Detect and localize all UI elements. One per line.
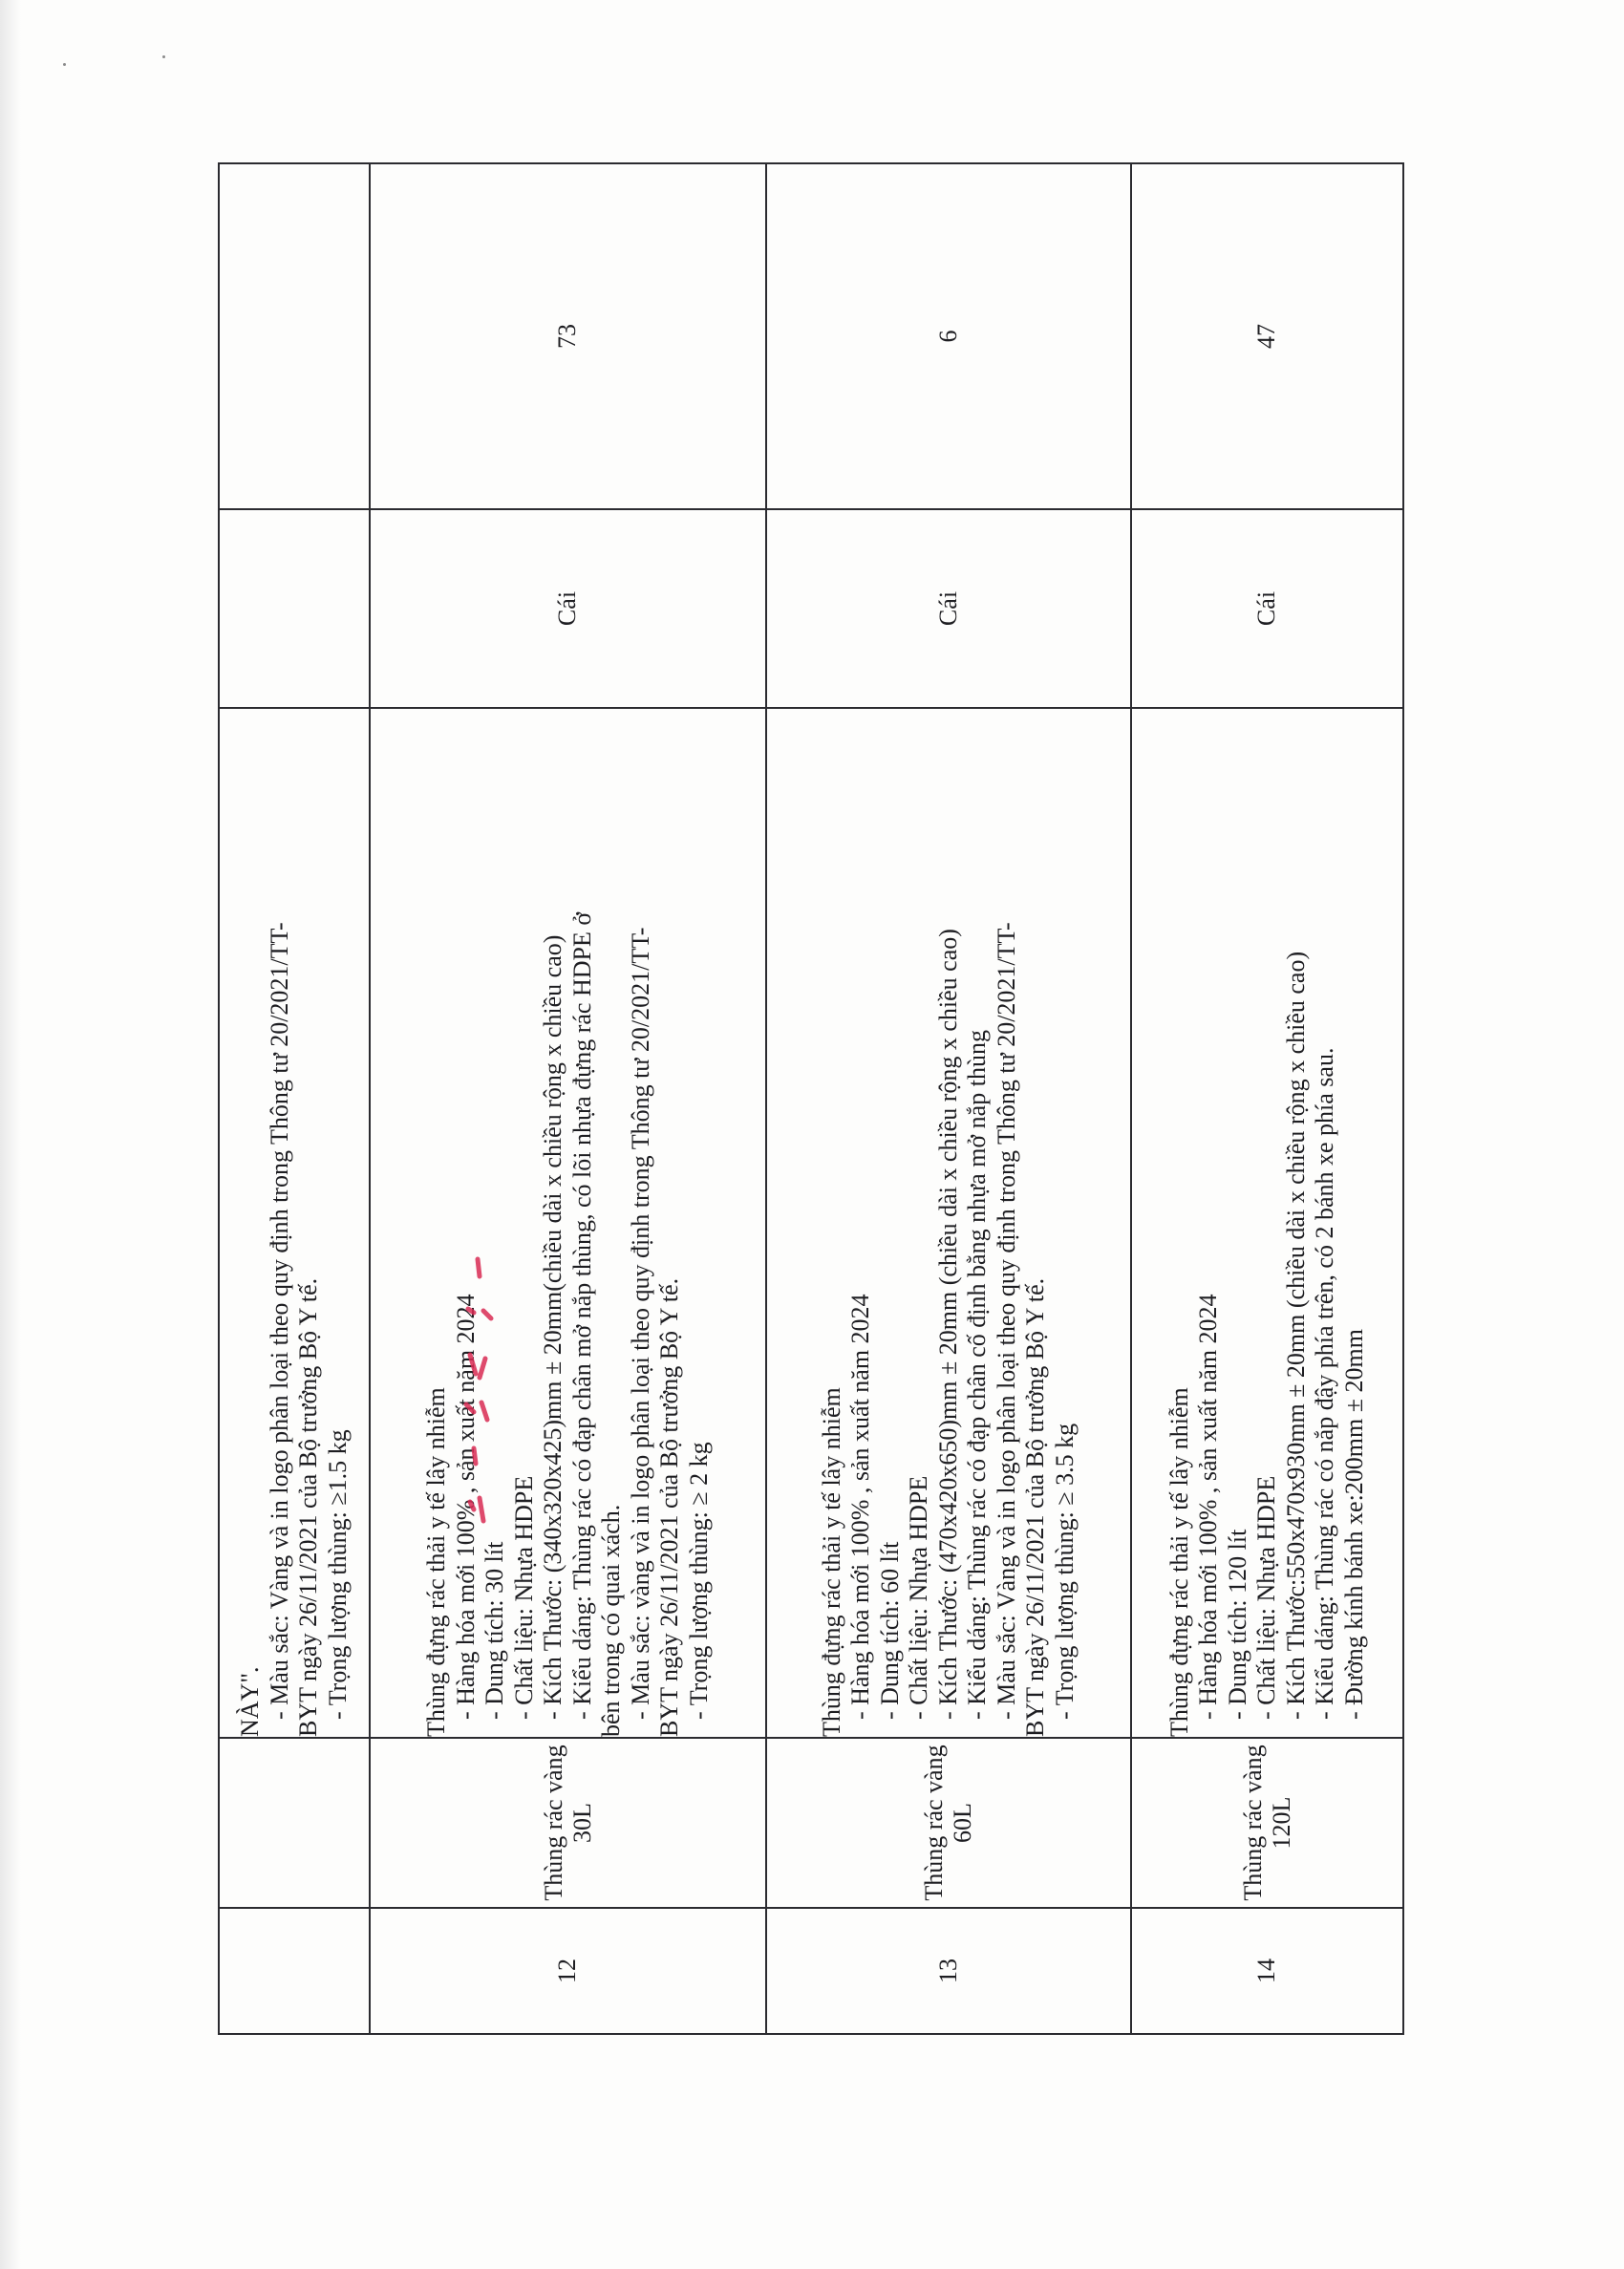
spec-line: - Hàng hóa mới 100% , sản xuất năm 2024 <box>846 1294 875 1720</box>
spec-line: - Hàng hóa mới 100% , sản xuất năm 2024 <box>1194 1294 1223 1720</box>
unit: Cái <box>766 509 1131 708</box>
spec-line: - Màu sắc: Vàng và in logo phân loại theo quy định trong Thông tư 20/2021/TT- <box>992 922 1020 1720</box>
row-number <box>219 1908 370 2034</box>
quantity: 47 <box>1131 163 1403 509</box>
quantity <box>219 163 370 509</box>
quantity: 6 <box>766 163 1131 509</box>
specification-table <box>218 162 1404 2035</box>
spec-line: - Màu sắc: vàng và in logo phân loại theo quy định trong Thông tư 20/2021/TT- <box>626 927 654 1720</box>
spec-line: - Kích Thước: (470x420x650)mm ± 20mm (chiều dài x chiều rộng x chiều cao) <box>933 929 962 1720</box>
scan-speck <box>162 55 165 58</box>
row-number: 14 <box>1131 1908 1403 2034</box>
item-spec <box>219 708 370 1738</box>
spec-line: - Trọng lượng thùng: ≥1.5 kg <box>323 1429 352 1720</box>
quantity: 73 <box>370 163 766 509</box>
spec-line: - Chất liệu: Nhựa HDPE <box>509 1475 538 1720</box>
spec-line: Thùng đựng rác thải y tế lây nhiễm <box>1165 1387 1193 1737</box>
spec-line: - Kích Thước:550x470x930mm ± 20mm (chiều dài x chiều rộng x chiều cao) <box>1281 951 1310 1720</box>
spec-line: - Dung tích: 60 lít <box>875 1541 904 1720</box>
spec-line: bên trong có quai xách. <box>597 1504 625 1737</box>
rotated-table-wrapper <box>218 164 1402 2035</box>
spec-line: - Hàng hóa mới 100% , sản xuất năm 2024 <box>451 1294 480 1720</box>
item-spec <box>370 708 766 1738</box>
spec-line: - Dung tích: 120 lít <box>1223 1529 1251 1720</box>
spec-line: - Chất liệu: Nhựa HDPE <box>905 1475 933 1720</box>
unit: Cái <box>370 509 766 708</box>
table-row <box>219 163 370 2034</box>
spec-line: - Chất liệu: Nhựa HDPE <box>1252 1475 1281 1720</box>
spec-line: BYT ngày 26/11/2021 của Bộ trưởng Bộ Y tế. <box>1021 1277 1050 1737</box>
item-name: Thùng rác vàng 60L <box>766 1738 1131 1908</box>
spec-line: BYT ngày 26/11/2021 của Bộ trưởng Bộ Y tế. <box>655 1277 683 1737</box>
red-stamp-fragment <box>441 1252 518 1538</box>
table-row <box>370 163 766 2034</box>
table-row <box>766 163 1131 2034</box>
item-name: Thùng rác vàng 120L <box>1131 1738 1403 1908</box>
spec-line: - Dung tích: 30 lít <box>481 1541 508 1720</box>
row-number: 12 <box>370 1908 766 2034</box>
unit: Cái <box>1131 509 1403 708</box>
spec-line: - Màu sắc: Vàng và in logo phân loại theo quy định trong Thông tư 20/2021/TT- <box>265 922 293 1720</box>
item-name <box>219 1738 370 1908</box>
spec-line: NÀY". <box>236 1666 264 1737</box>
unit <box>219 509 370 708</box>
spec-line: - Kích Thước: (340x320x425)mm ± 20mm(chiều dài x chiều rộng x chiều cao) <box>539 934 566 1720</box>
spec-line: BYT ngày 26/11/2021 của Bộ trưởng Bộ Y tế. <box>294 1277 322 1737</box>
spec-line: - Đường kính bánh xe:200mm ± 20mm <box>1339 1329 1368 1720</box>
item-spec <box>766 708 1131 1738</box>
item-spec <box>1131 708 1403 1738</box>
item-name: Thùng rác vàng 30L <box>370 1738 766 1908</box>
spec-line: - Trọng lượng thùng: ≥ 3.5 kg <box>1050 1423 1079 1720</box>
scan-edge-shadow <box>0 0 21 2269</box>
scan-speck <box>63 63 66 66</box>
table-row <box>1131 163 1403 2034</box>
spec-line: - Kiểu dáng: Thùng rác có nắp đậy phía trên, có 2 bánh xe phía sau. <box>1311 1047 1339 1720</box>
spec-line: - Trọng lượng thùng: ≥ 2 kg <box>684 1442 713 1720</box>
row-number: 13 <box>766 1908 1131 2034</box>
spec-line: Thùng đựng rác thải y tế lây nhiễm <box>817 1387 845 1737</box>
spec-line: - Kiểu dáng: Thùng rác có đạp chân cố định bằng nhựa mở nắp thùng <box>963 1030 992 1720</box>
spec-line: - Kiểu dáng: Thùng rác có đạp chân mở nắp thùng, có lõi nhựa đựng rác HDPE ở <box>567 911 596 1720</box>
spec-line: Thùng đựng rác thải y tế lây nhiễm <box>422 1387 450 1737</box>
